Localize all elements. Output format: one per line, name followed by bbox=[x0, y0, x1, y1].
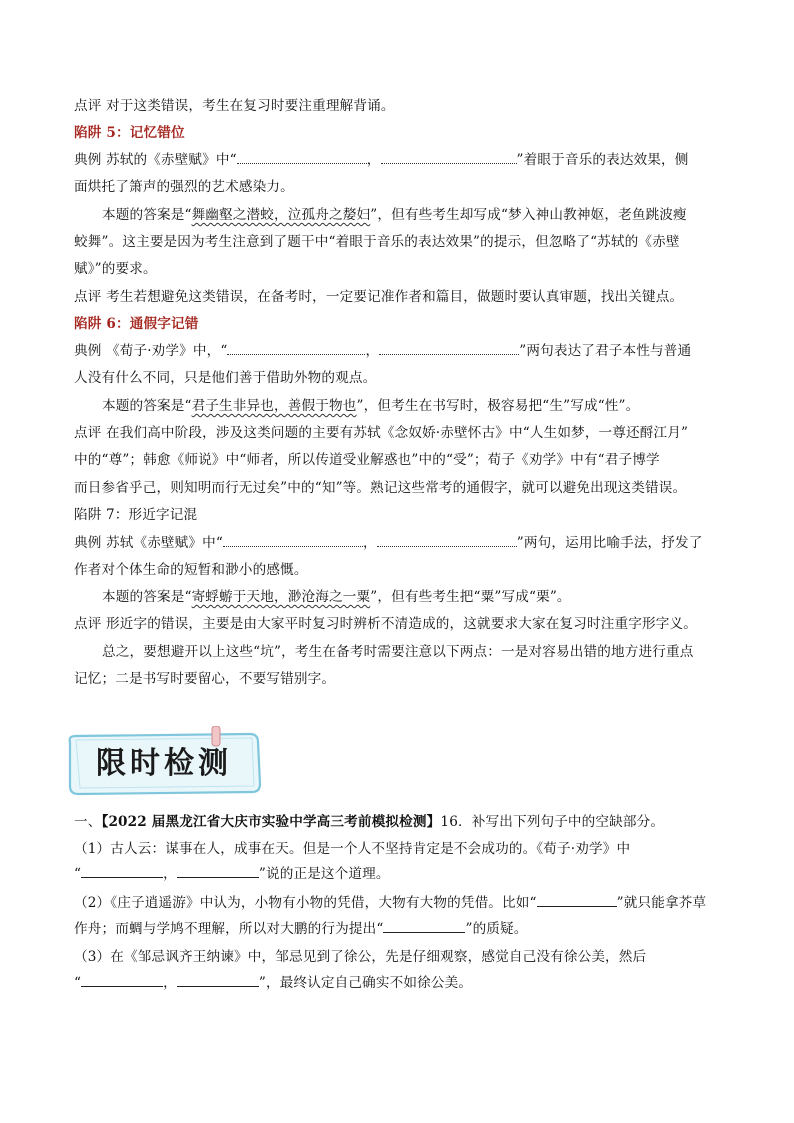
answer-quote: 君子生非异也，善假于物也 bbox=[191, 398, 357, 414]
summary-line-2: 记忆；二是书写时要留心，不要写错别字。 bbox=[74, 671, 336, 687]
trap-5-comment: 点评 考生若想避免这类错误，在备考时，一定要记准作者和篇目，做题时要认真审题，找出关键点。 bbox=[74, 289, 684, 305]
trap-6-answer: 本题的答案是“君子生非异也，善假于物也”，但考生在书写时，极容易把“生”写成“性”。 bbox=[102, 398, 640, 414]
fill-blank[interactable] bbox=[377, 534, 517, 547]
trap-5-answer-line-1: 本题的答案是“舞幽壑之潜蛟，泣孤舟之嫠妇”，但有些考生却写成“梦入神山教神妪，老鱼跳波瘦 bbox=[102, 207, 687, 223]
trap-5-example-line-1: 典例 苏轼的《赤壁赋》中“ ， ”着眼于音乐的表达效果，侧 bbox=[74, 152, 689, 168]
question-1-3-line-1: （3）在《邹忌讽齐王纳谏》中，邹忌见到了徐公，先是仔细观察，感觉自己没有徐公美，然后 bbox=[74, 949, 647, 965]
question-1-2-line-2: 作舟；而蜩与学鸠不理解，所以对大鹏的行为提出“ ”的质疑。 bbox=[74, 921, 528, 937]
trap-6-example-line-2: 人没有什么不同，只是他们善于借助外物的观点。 bbox=[74, 370, 377, 386]
trap-5-title: 陷阱 5：记忆错位 bbox=[74, 125, 185, 141]
trap-5-example-line-2: 面烘托了箫声的强烈的艺术感染力。 bbox=[74, 179, 294, 195]
question-1-3-line-2: “ ， ”，最终认定自己确实不如徐公美。 bbox=[74, 975, 473, 991]
trap-6-comment-line-3: 而日参省乎己，则知明而行无过矣”中的“知”等。熟记这些常考的通假字，就可以避免出现这类错误。 bbox=[74, 480, 687, 496]
trap-6-comment-line-2: 中的“尊”；韩愈《师说》中“师者，所以传道受业解惑也”中的“受”；荀子《劝学》中有“君子博学 bbox=[74, 452, 660, 468]
trap-6-title: 陷阱 6：通假字记错 bbox=[74, 316, 199, 332]
trap-6-example-line-1: 典例 《荀子·劝学》中，“ ， ”两句表达了君子本性与普通 bbox=[74, 343, 692, 359]
fill-blank[interactable] bbox=[227, 342, 365, 355]
answer-quote: 寄蜉蝣于天地，渺沧海之一粟 bbox=[191, 589, 371, 605]
comment-text: 点评 对于这类错误，考生在复习时要注重理解背诵。 bbox=[74, 98, 395, 114]
answer-blank[interactable] bbox=[177, 865, 259, 878]
fill-blank[interactable] bbox=[381, 151, 517, 164]
answer-blank[interactable] bbox=[537, 894, 617, 907]
question-1-1-line-2: “ ， ”说的正是这个道理。 bbox=[74, 866, 390, 882]
answer-blank[interactable] bbox=[383, 920, 465, 933]
question-1-1-line-1: （1）古人云：谋事在人，成事在天。但是一个人不坚持肯定是不会成功的。《荀子·劝学》中 bbox=[74, 841, 631, 857]
answer-blank[interactable] bbox=[81, 865, 163, 878]
trap-6-comment-line-1: 点评 在我们高中阶段，涉及这类问题的主要有苏轼《念奴娇·赤壁怀古》中“人生如梦，一尊还酹江月” bbox=[74, 425, 689, 441]
section-banner bbox=[62, 726, 266, 798]
trap-7-example-line-2: 作者对个体生命的短暂和渺小的感慨。 bbox=[74, 562, 308, 578]
summary-line-1: 总之，要想避开以上这些“坑”，考生在备考时需要注意以下两点：一是对容易出错的地方进行重点 bbox=[102, 644, 694, 660]
answer-blank[interactable] bbox=[81, 974, 163, 987]
question-1-2-line-1: （2）《庄子逍遥游》中认为，小物有小物的凭借，大物有大物的凭借。比如“ ”就只能拿芥草 bbox=[74, 895, 707, 911]
fill-blank[interactable] bbox=[223, 534, 363, 547]
answer-blank[interactable] bbox=[177, 974, 259, 987]
trap-7-example-line-1: 典例 苏轼《赤壁赋》中“ ， ”两句，运用比喻手法，抒发了 bbox=[74, 535, 703, 551]
trap-5-answer-line-2: 蛟舞”。这主要是因为考生注意到了题干中“着眼于音乐的表达效果”的提示，但忽略了“苏轼的《赤壁 bbox=[74, 234, 680, 250]
answer-quote: 舞幽壑之潜蛟，泣孤舟之嫠妇 bbox=[191, 207, 371, 223]
banner-title: 限时检测 bbox=[96, 746, 232, 781]
fill-blank[interactable] bbox=[237, 151, 367, 164]
question-1-header: 一、【2022 届黑龙江省大庆市实验中学高三考前模拟检测】16．补写出下列句子中的空缺部分。 bbox=[74, 814, 665, 830]
trap-7-comment: 点评 形近字的错误，主要是由大家平时复习时辨析不清造成的，这就要求大家在复习时注重字形字义。 bbox=[74, 616, 697, 632]
trap-7-answer: 本题的答案是“寄蜉蝣于天地，渺沧海之一粟”，但有些考生把“粟”写成“栗”。 bbox=[102, 589, 571, 605]
fill-blank[interactable] bbox=[379, 342, 519, 355]
trap-5-answer-line-3: 赋》”的要求。 bbox=[74, 261, 157, 277]
question-source: 【2022 届黑龙江省大庆市实验中学高三考前模拟检测】 bbox=[101, 814, 441, 830]
paper-clip-icon bbox=[212, 726, 220, 746]
trap-7-title: 陷阱 7：形近字记混 bbox=[74, 507, 198, 523]
